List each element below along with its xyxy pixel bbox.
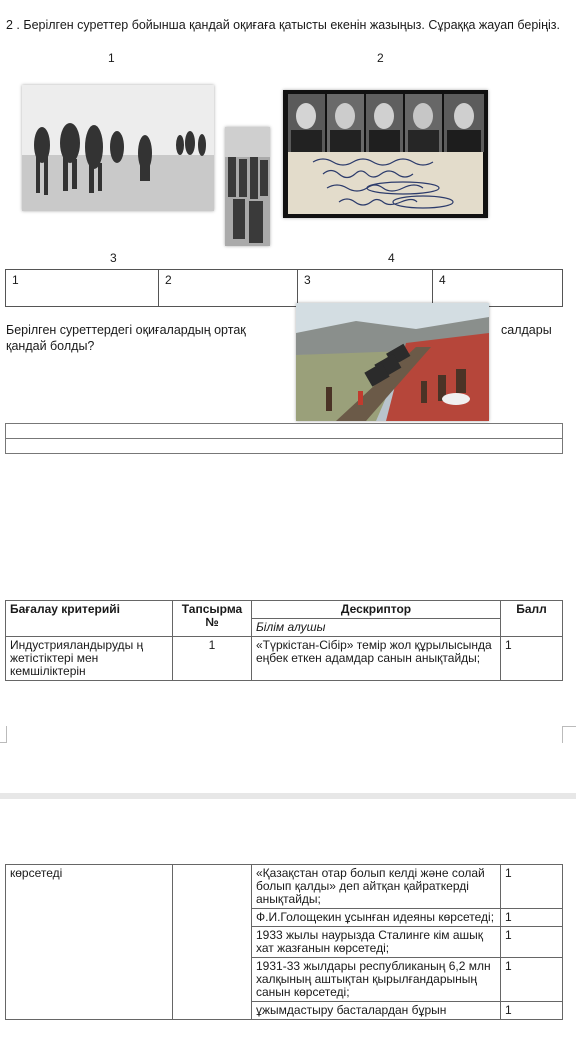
row1-task: 1 [173, 637, 252, 681]
row1-criterion: Индустрияландыруды ң жетістіктері мен кемшіліктерін [6, 637, 173, 681]
row1-score: 1 [501, 637, 563, 681]
answer-line-2[interactable] [6, 439, 563, 454]
photo-soldiers [225, 127, 270, 246]
score-cell: 1 [501, 865, 563, 909]
answer-table [5, 269, 563, 307]
photo-label-2: 2 [377, 51, 384, 65]
answer-cell-3[interactable]: 3 [298, 270, 433, 307]
descriptor-row: ұжымдастыру басталардан бұрын [252, 1002, 501, 1020]
corner-mark-right [562, 726, 576, 743]
common-question-left: Берілген суреттердегі оқиғалардың ортақ [6, 323, 246, 337]
answer-lines [5, 423, 563, 454]
answer-line-1[interactable] [6, 424, 563, 439]
common-question-line2: қандай болды? [6, 339, 95, 353]
row1-descriptor: «Түркістан-Сібір» темір жол құрылысында еңбек еткен адамдар санын анықтайды; [252, 637, 501, 681]
header-task: Тапсырма № [173, 601, 252, 637]
photo-label-4: 4 [388, 251, 395, 265]
answer-cell-1[interactable]: 1 [6, 270, 159, 307]
header-descriptor: Дескриптор [252, 601, 501, 619]
question-text: 2 . Берілген суреттер бойынша қандай оқиғаға қатысты екенін жазыңыз. Сұраққа жауап беріңіз. [6, 18, 560, 32]
descriptor-row: 1931-33 жылдары республиканың 6,2 млн халқының аштықтан қырылғандарының санын көрсетеді; [252, 958, 501, 1002]
answer-cell-2[interactable]: 2 [159, 270, 298, 307]
photo-famine-march [22, 85, 214, 211]
corner-mark-left [0, 726, 7, 743]
header-learner: Білім алушы [252, 619, 501, 637]
criteria-table-continued [5, 864, 563, 1020]
row2-task [173, 865, 252, 1020]
row2-criterion: көрсетеді [6, 865, 173, 1020]
descriptor-row: 1933 жылы наурызда Сталинге кім ашық хат жазғанын көрсетеді; [252, 927, 501, 958]
photo-label-3: 3 [110, 251, 117, 265]
descriptor-row: «Қазақстан отар болып келді және солай болып қалды» деп айтқан қайраткерді анықтайды; [252, 865, 501, 909]
criteria-table [5, 600, 563, 681]
header-score: Балл [501, 601, 563, 637]
photo-label-1: 1 [108, 51, 115, 65]
header-criterion: Бағалау критерийі [6, 601, 173, 637]
answer-cell-4[interactable]: 4 [433, 270, 563, 307]
score-cell: 1 [501, 1002, 563, 1020]
photo-portraits-signatures [283, 90, 488, 218]
page-separator [0, 793, 576, 799]
score-cell: 1 [501, 927, 563, 958]
descriptor-row: Ф.И.Голощекин ұсынған идеяны көрсетеді; [252, 909, 501, 927]
common-question-right: салдары [501, 323, 552, 337]
photo-turksib-train-painting [296, 303, 489, 421]
score-cell: 1 [501, 909, 563, 927]
score-cell: 1 [501, 958, 563, 1002]
